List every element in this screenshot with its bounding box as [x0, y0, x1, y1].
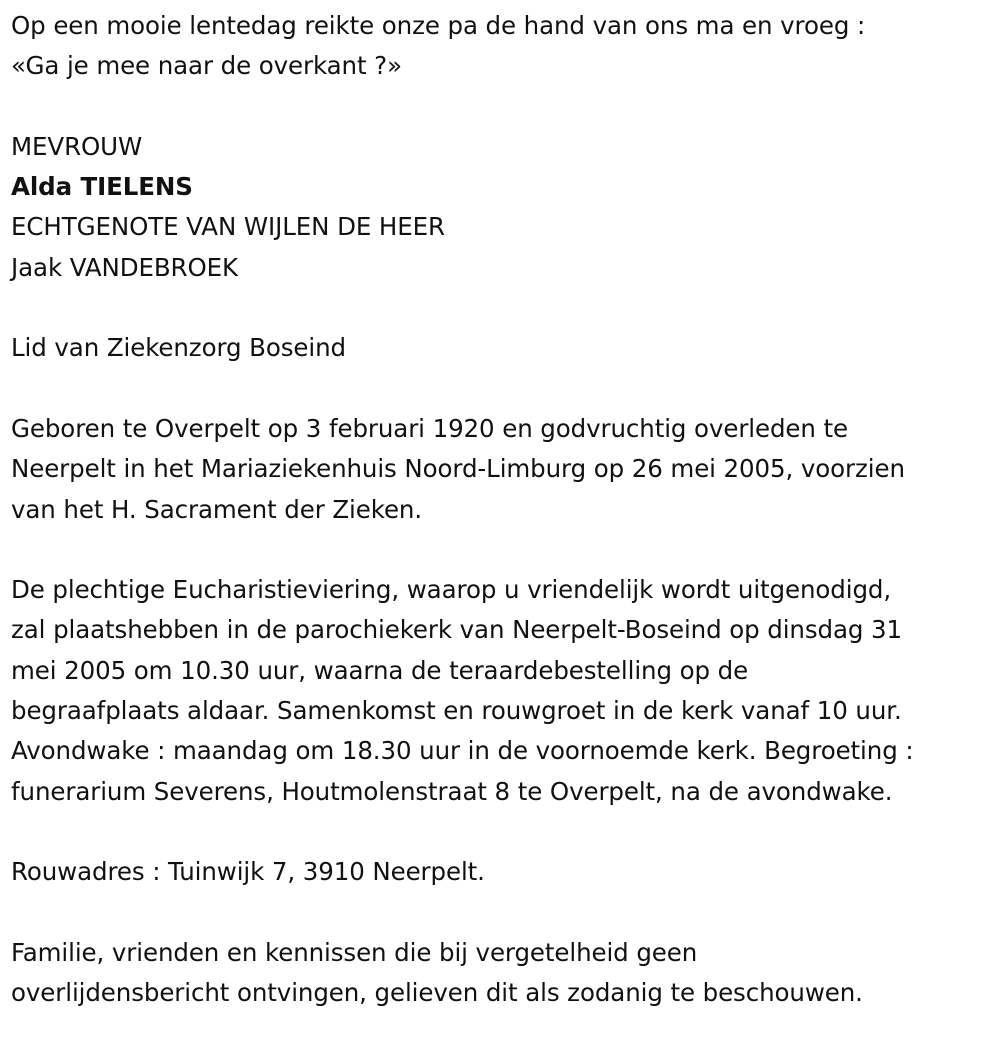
deceased-name: Alda TIELENS [11, 172, 193, 202]
spacer [11, 812, 1000, 852]
paragraph-line: Geboren te Overpelt op 3 februari 1920 en godvruchtig overleden te [11, 413, 848, 443]
ceremony-paragraph [11, 570, 1000, 812]
paragraph-line: begraafplaats aldaar. Samenkomst en rouwgroet in de kerk vanaf 10 uur. [11, 696, 902, 726]
spouse-line: ECHTGENOTE VAN WIJLEN DE HEER [11, 212, 445, 242]
paragraph-line: van het H. Sacrament der Zieken. [11, 494, 423, 524]
spacer [11, 87, 1000, 127]
birth-death-paragraph [11, 409, 1000, 530]
spouse-name: Jaak VANDEBROEK [11, 252, 239, 282]
paragraph-line: mei 2005 om 10.30 uur, waarna de teraardebestelling op de [11, 655, 749, 685]
paragraph-line: Avondwake : maandag om 18.30 uur in de voornoemde kerk. Begroeting : [11, 736, 914, 766]
paragraph-line: De plechtige Eucharistieviering, waarop u vriendelijk wordt uitgenodigd, [11, 575, 892, 605]
paragraph-line: overlijdensbericht ontvingen, gelieven dit als zodanig te beschouwen. [11, 978, 863, 1008]
closing-paragraph [11, 933, 1000, 1014]
membership-text: Lid van Ziekenzorg Boseind [11, 333, 346, 363]
paragraph-line: Familie, vrienden en kennissen die bij vergetelheid geen [11, 937, 698, 967]
spacer [11, 893, 1000, 933]
mourning-address: Rouwadres : Tuinwijk 7, 3910 Neerpelt. [11, 857, 485, 887]
spacer [11, 530, 1000, 570]
deceased-block [11, 127, 1000, 288]
honorific-title: MEVROUW [11, 131, 143, 161]
paragraph-line: Neerpelt in het Mariaziekenhuis Noord-Limburg op 26 mei 2005, voorzien [11, 454, 905, 484]
paragraph-line: zal plaatshebben in de parochiekerk van Neerpelt-Boseind op dinsdag 31 [11, 615, 903, 645]
poem-block [11, 6, 1000, 87]
poem-line: «Ga je mee naar de overkant ?» [11, 51, 402, 81]
spacer [11, 369, 1000, 409]
spacer [11, 288, 1000, 328]
paragraph-line: funerarium Severens, Houtmolenstraat 8 te Overpelt, na de avondwake. [11, 776, 893, 806]
poem-line: Op een mooie lentedag reikte onze pa de hand van ons ma en vroeg : [11, 11, 866, 40]
